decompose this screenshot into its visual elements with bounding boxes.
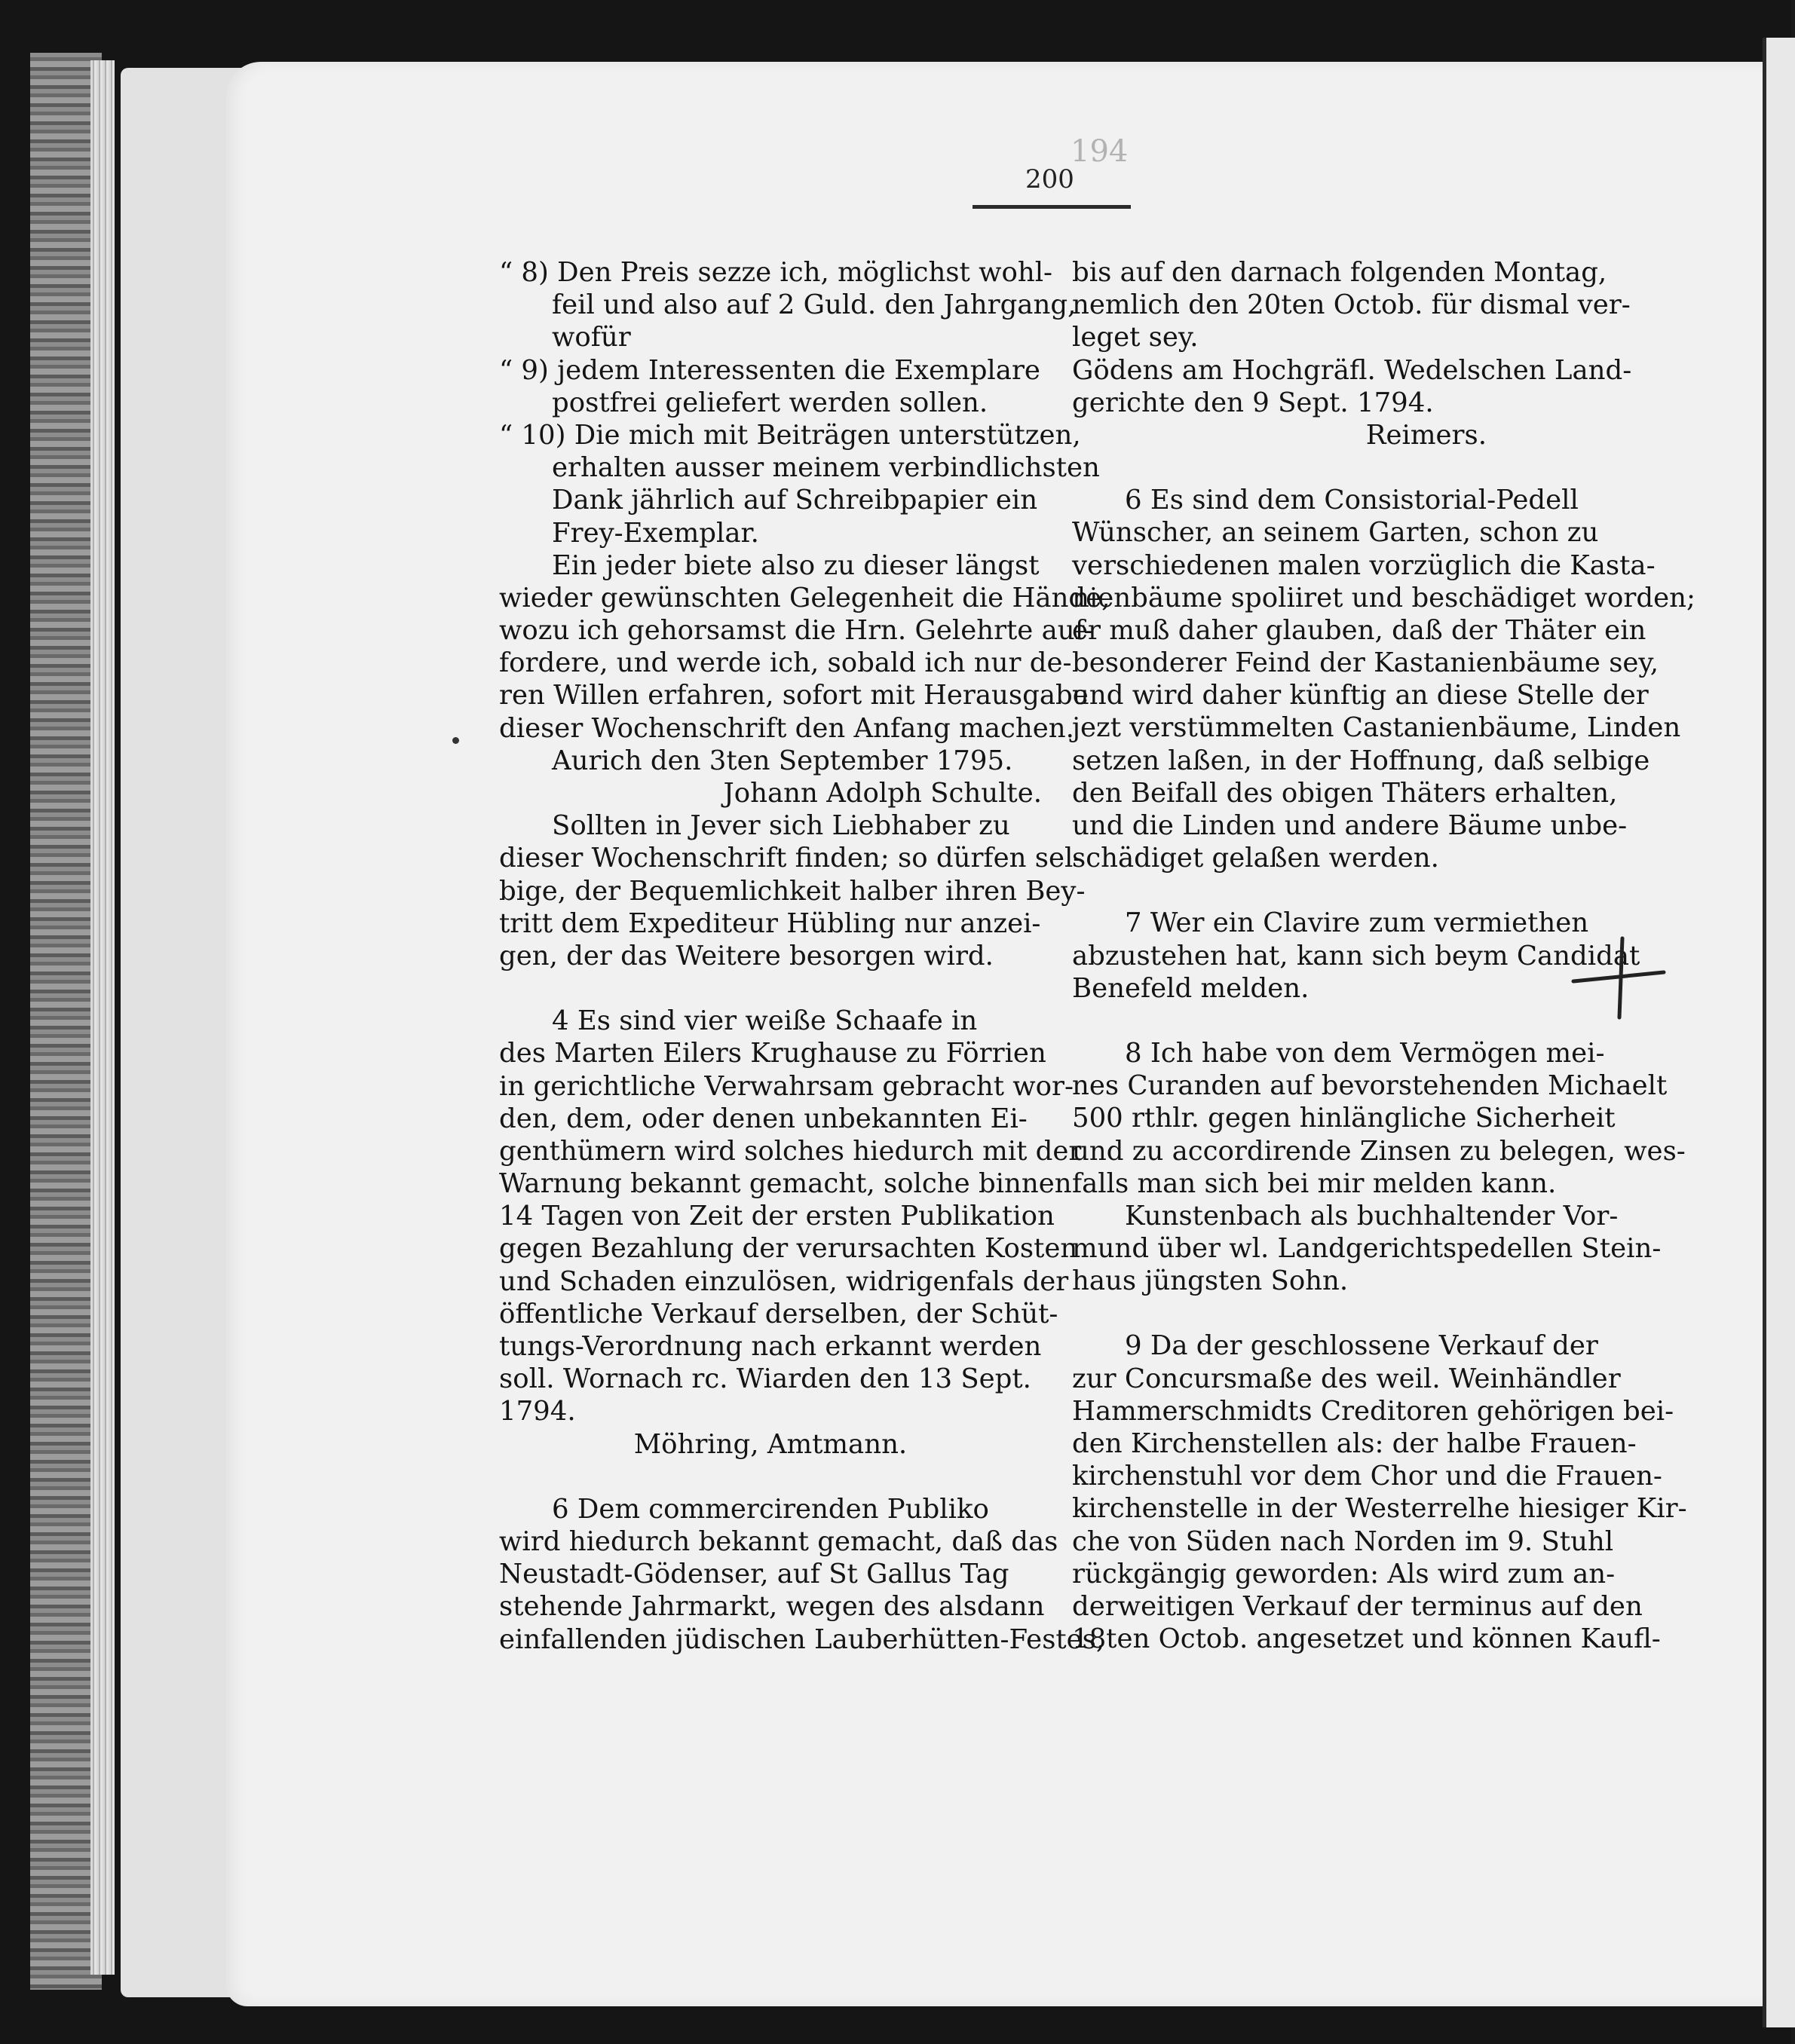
text-line: besonderer Feind der Kastanienbäume sey, [1072, 647, 1659, 679]
page-number: 200 [1025, 164, 1074, 194]
text-line: soll. Wornach rc. Wiarden den 13 Sept. [499, 1363, 1031, 1395]
text-line: bige, der Bequemlichkeit halber ihren Bey- [499, 875, 1086, 907]
text-line: Warnung bekannt gemacht, solche binnen [499, 1168, 1072, 1200]
text-line: Wünscher, an seinem Garten, schon zu [1072, 517, 1599, 549]
text-line: dieser Wochenschrift finden; so dürfen sel- [499, 843, 1083, 874]
text-line: jezt verstümmelten Castanienbäume, Linden [1072, 712, 1681, 744]
text-line: den Kirchenstellen als: der halbe Frauen- [1072, 1428, 1637, 1459]
text-line: 9 Da der geschlossene Verkauf der [1125, 1330, 1598, 1362]
text-line: nemlich den 20ten Octob. für dismal ver- [1072, 289, 1631, 321]
text-line: kirchenstelle in der Westerrelhe hiesiger Kir- [1072, 1493, 1687, 1525]
text-line: den, dem, oder denen unbekannten Ei- [499, 1103, 1028, 1134]
text-line: gegen Bezahlung der verursachten Kosten [499, 1233, 1078, 1265]
text-line: haus jüngsten Sohn. [1072, 1265, 1349, 1297]
right-column [1072, 256, 1695, 1655]
text-line: “ 9) jedem Interessenten die Exemplare [499, 354, 1040, 386]
text-line: 18ten Octob. angesetzet und können Kaufl- [1072, 1623, 1661, 1655]
text-line: wieder gewünschten Gelegenheit die Hände, [499, 582, 1110, 614]
text-line: wird hiedurch bekannt gemacht, daß das [499, 1525, 1058, 1557]
text-line: “ 10) Die mich mit Beiträgen unterstützen, [499, 419, 1081, 451]
text-line: Hammerschmidts Creditoren gehörigen bei- [1072, 1395, 1674, 1427]
blank-line [499, 1461, 1042, 1493]
text-line: fordere, und werde ich, sobald ich nur de- [499, 647, 1072, 679]
text-line: dieser Wochenschrift den Anfang machen. [499, 712, 1074, 744]
text-line: verschiedenen malen vorzüglich die Kasta- [1072, 549, 1656, 581]
text-line: Sollten in Jever sich Liebhaber zu [552, 810, 1010, 842]
signature-line: Johann Adolph Schulte. [723, 778, 1042, 809]
text-line: 7 Wer ein Clavire zum vermiethen [1125, 907, 1589, 939]
text-line: öffentliche Verkauf derselben, der Schüt- [499, 1298, 1058, 1330]
text-line: Neustadt-Gödenser, auf St Gallus Tag [499, 1559, 1009, 1590]
text-line: nienbäume spoliiret und beschädiget worden; [1072, 582, 1695, 614]
blank-line [499, 972, 1042, 1005]
left-column [499, 256, 1110, 1656]
text-line: genthümern wird solches hiedurch mit der [499, 1135, 1082, 1167]
text-line: 8 Ich habe von dem Vermögen mei- [1125, 1037, 1605, 1069]
text-line: derweitigen Verkauf der terminus auf den [1072, 1590, 1643, 1622]
text-line: wofür [552, 322, 631, 353]
text-line: stehende Jahrmarkt, wegen des alsdann [499, 1591, 1045, 1623]
text-line: mund über wl. Landgerichtspedellen Stein- [1072, 1233, 1662, 1265]
text-line: zur Concursmaße des weil. Weinhändler [1072, 1363, 1621, 1394]
text-line: tritt dem Expediteur Hübling nur anzei- [499, 907, 1041, 939]
text-line: 1794. [499, 1396, 576, 1427]
text-line: ren Willen erfahren, sofort mit Herausgabe [499, 680, 1089, 711]
text-line: er muß daher glauben, daß der Thäter ein [1072, 614, 1646, 646]
text-line: kirchenstuhl vor dem Chor und die Frauen- [1072, 1461, 1662, 1492]
text-line: 6 Dem commercirenden Publiko [552, 1493, 989, 1525]
ink-dot [452, 737, 459, 744]
text-line: den Beifall des obigen Thäters erhalten, [1072, 777, 1618, 809]
text-line: feil und also auf 2 Guld. den Jahrgang, [552, 289, 1077, 321]
text-line: postfrei geliefert werden sollen. [552, 387, 988, 418]
faint-pencil-number: 194 [1071, 134, 1129, 169]
text-line: des Marten Eilers Krughause zu Förrien [499, 1038, 1046, 1069]
text-line: Frey-Exemplar. [552, 517, 759, 549]
text-line: tungs-Verordnung nach erkannt werden [499, 1331, 1042, 1362]
text-line: Dank jährlich auf Schreibpapier ein [552, 485, 1038, 516]
text-line: nes Curanden auf bevorstehenden Michaelt [1072, 1070, 1668, 1102]
text-line: Benefeld melden. [1072, 972, 1309, 1004]
text-line: und die Linden und andere Bäume unbe- [1072, 810, 1628, 841]
text-line: Kunstenbach als buchhaltender Vor- [1125, 1200, 1619, 1232]
text-line: gen, der das Weitere besorgen wird. [499, 940, 994, 972]
signature-line: Reimers. [1365, 419, 1487, 451]
blank-line [1072, 1005, 1615, 1037]
text-line: rückgängig geworden: Als wird zum an- [1072, 1558, 1616, 1590]
blank-line [1072, 451, 1615, 484]
text-line: in gerichtliche Verwahrsam gebracht wor- [499, 1070, 1074, 1102]
text-line: setzen laßen, in der Hoffnung, daß selbige [1072, 745, 1650, 776]
text-line: schädiget gelaßen werden. [1072, 843, 1439, 874]
facing-page-edge [1763, 38, 1795, 2027]
text-line: che von Süden nach Norden im 9. Stuhl [1072, 1525, 1614, 1557]
text-line: “ 8) Den Preis sezze ich, möglichst wohl- [499, 257, 1053, 288]
blank-line [1072, 874, 1615, 907]
text-line: Gödens am Hochgräfl. Wedelschen Land- [1072, 354, 1632, 386]
page-stack-edge [90, 60, 115, 1975]
handwritten-cross-mark [1570, 935, 1668, 1025]
text-line: 14 Tagen von Zeit der ersten Publikation [499, 1201, 1055, 1232]
text-line: falls man sich bei mir melden kann. [1072, 1167, 1557, 1199]
text-line: gerichte den 9 Sept. 1794. [1072, 387, 1434, 418]
text-line: 4 Es sind vier weiße Schaafe in [552, 1005, 978, 1037]
text-line: 6 Es sind dem Consistorial-Pedell [1125, 485, 1579, 516]
signature-line: Möhring, Amtmann. [633, 1428, 908, 1460]
text-line: und zu accordirende Zinsen zu belegen, wes- [1072, 1135, 1686, 1167]
text-line: abzustehen hat, kann sich beym Candidat [1072, 940, 1640, 972]
text-line: Ein jeder biete also zu dieser längst [552, 549, 1040, 581]
text-line: Aurich den 3ten September 1795. [552, 745, 1013, 776]
text-line: und wird daher künftig an diese Stelle der [1072, 680, 1649, 711]
text-line: bis auf den darnach folgenden Montag, [1072, 257, 1607, 288]
text-line: erhalten ausser meinem verbindlichsten [552, 452, 1100, 484]
text-line: leget sey. [1072, 322, 1199, 353]
blank-line [1072, 1297, 1615, 1330]
text-line: einfallenden jüdischen Lauberhütten-Festes, [499, 1623, 1105, 1655]
text-line: 500 rthlr. gegen hinlängliche Sicherheit [1072, 1103, 1616, 1134]
text-line: und Schaden einzulösen, widrigenfals der [499, 1265, 1069, 1297]
header-rule [973, 205, 1131, 209]
text-line: wozu ich gehorsamst die Hrn. Gelehrte auf- [499, 615, 1093, 647]
